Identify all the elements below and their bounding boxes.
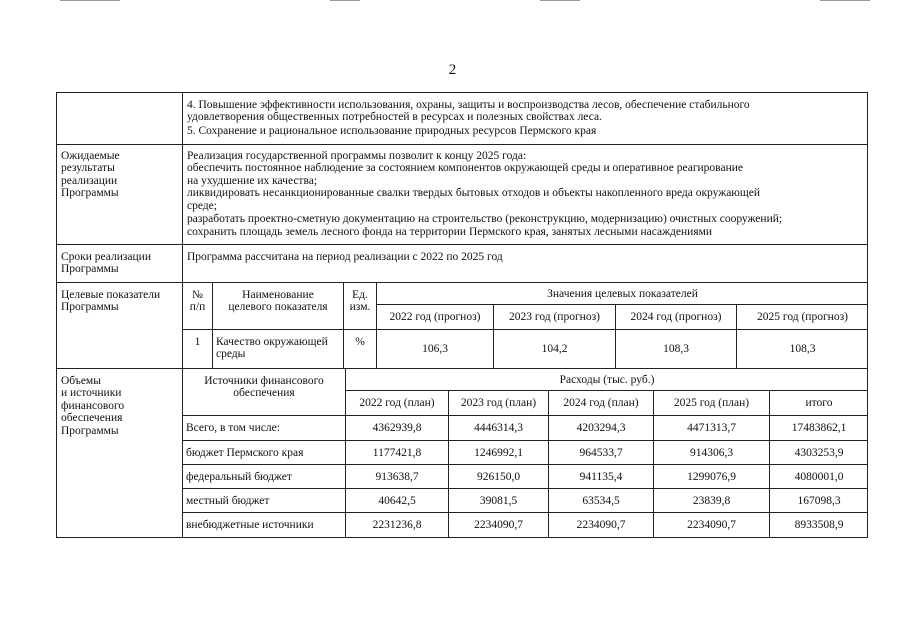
finance-year-header: 2024 год (план) [563,397,639,409]
expenses-header: Расходы (тыс. руб.) [559,374,655,386]
target-row-unit: % [355,336,365,348]
finance-value: 2234090,7 [687,519,736,531]
col-num-header: № [192,289,203,301]
goal-line: 5. Сохранение и рациональное использование природных ресурсов Пермского края [187,125,597,137]
target-row-num: 1 [194,336,201,348]
finance-source: Всего, в том числе: [186,422,280,434]
finance-value: 8933508,9 [794,519,844,531]
source-header: обеспечения [233,387,295,399]
period-label: Программы [61,263,119,275]
source-header: Источники финансового [204,375,324,387]
finance-label: Объемы [61,375,101,387]
finance-value: 17483862,1 [791,422,847,434]
scan-artifact [540,0,580,1]
finance-source: внебюджетные источники [186,519,314,531]
target-row-name: среды [216,348,246,360]
finance-value: 2231236,8 [372,519,422,531]
scan-artifact [820,0,870,1]
passport-table [56,92,868,538]
finance-label: финансового [61,400,125,412]
finance-value: 914306,3 [689,447,734,459]
finance-value: 913638,7 [375,471,419,483]
finance-label: Программы [61,425,119,437]
finance-value: 4362939,8 [372,422,422,434]
finance-value: 4471313,7 [687,422,736,434]
expected-line: ликвидировать несанкционированные свалки твердых бытовых отходов и объекты накопленного вреда окружающей [187,187,761,199]
finance-source: бюджет Пермского края [186,447,304,459]
finance-value: 4446314,3 [474,422,523,434]
finance-value: 964533,7 [579,447,623,459]
expected-line: разработать проектно-сметную документацию на строительство (реконструкцию, модернизацию) очистных сооружений; [187,213,783,225]
finance-source: местный бюджет [186,495,270,507]
period-text: Программа рассчитана на период реализации с 2022 по 2025 год [187,251,503,263]
col-name-header: Наименование [242,289,314,301]
finance-value: 4203294,3 [576,422,626,434]
target-value: 108,3 [789,343,816,355]
target-year-header: 2023 год (прогноз) [509,311,600,323]
finance-value: 23839,8 [692,495,731,507]
expected-line: среде; [187,200,217,212]
target-value: 104,2 [541,343,568,355]
finance-value: 4303253,9 [794,447,844,459]
expected-line: сохранить площадь земель лесного фонда на территории Пермского края, занятых лесными насаждениями [187,226,713,238]
target-row-name: Качество окружающей [216,336,328,348]
scan-artifact [330,0,360,1]
scan-artifact [60,0,120,1]
period-label: Сроки реализации [61,251,151,263]
finance-value: 1246992,1 [474,447,523,459]
finance-label: и источники [61,387,122,399]
goal-line: удовлетворения общественных потребностей в ресурсах и полезных свойствах леса. [187,111,602,123]
expected-label: реализации [61,175,118,187]
expected-line: Реализация государственной программы позволит к концу 2025 года: [187,150,527,162]
targets-label: Программы [61,301,119,313]
finance-value: 63534,5 [582,495,620,507]
finance-value: 39081,5 [479,495,518,507]
finance-value: 1299076,9 [687,471,736,483]
expected-label: Программы [61,187,119,199]
finance-value: 926150,0 [476,471,521,483]
finance-value: 941135,4 [579,471,623,483]
expected-label: результаты [61,162,115,174]
col-num-header: п/п [189,301,206,313]
finance-value: 2234090,7 [474,519,523,531]
expected-line: на ухудшение их качества; [187,175,318,187]
expected-label: Ожидаемые [61,150,120,162]
finance-year-header: 2023 год (план) [460,397,537,409]
col-unit-header: изм. [349,301,371,313]
expected-line: обеспечить постоянное наблюдение за состоянием компонентов окружающей среды и оперативное реагирование [187,162,743,174]
target-year-header: 2022 год (прогноз) [389,311,481,323]
finance-year-header: 2022 год (план) [359,397,435,409]
values-header: Значения целевых показателей [547,288,698,300]
target-value: 106,3 [422,343,448,355]
target-year-header: 2025 год (прогноз) [757,311,848,323]
finance-value: 167098,3 [797,495,841,507]
finance-value: 1177421,8 [372,447,422,459]
finance-value: 4080001,0 [794,471,844,483]
finance-value: 2234090,7 [576,519,626,531]
finance-source: федеральный бюджет [186,471,292,483]
finance-label: обеспечения [61,412,123,424]
col-name-header: целевого показателя [228,301,328,313]
target-year-header: 2024 год (прогноз) [630,311,722,323]
page-number: 2 [448,62,457,78]
finance-year-header: 2025 год (план) [673,397,750,409]
col-unit-header: Ед. [352,289,368,301]
finance-value: 40642,5 [378,495,416,507]
targets-label: Целевые показатели [61,289,161,301]
goal-line: 4. Повышение эффективности использования, охраны, защиты и воспроизводства лесов, обеспечение стабильного [187,99,750,111]
finance-year-header: итого [805,397,833,409]
target-value: 108,3 [663,343,689,355]
